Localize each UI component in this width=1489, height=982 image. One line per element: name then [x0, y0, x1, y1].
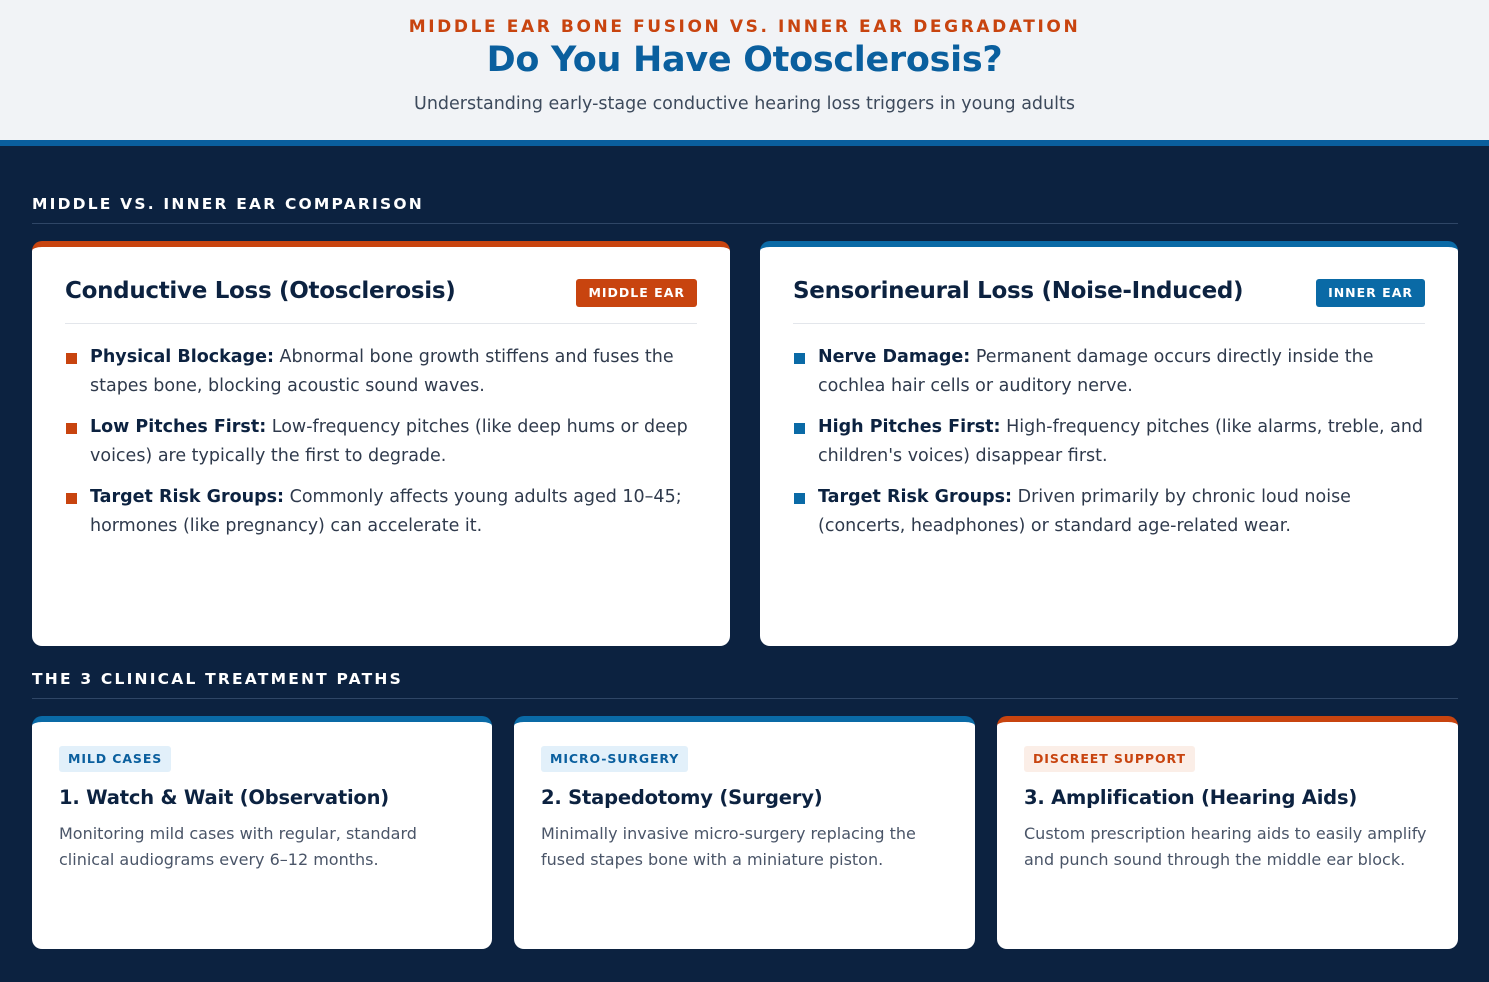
sensorineural-loss-card: [760, 241, 1458, 646]
square-bullet-icon: [66, 493, 77, 504]
treatment-section-label: THE 3 CLINICAL TREATMENT PATHS: [32, 670, 1458, 699]
treatment-card-hearing-aids: [997, 716, 1458, 949]
treatment-title: 2. Stapedotomy (Surgery): [541, 786, 823, 809]
treatment-description: Minimally invasive micro-surgery replacing the fused stapes bone with a miniature piston.: [541, 824, 916, 869]
point-label: Physical Blockage:: [90, 347, 274, 367]
header-eyebrow: MIDDLE EAR BONE FUSION VS. INNER EAR DEGRADATION: [408, 17, 1081, 37]
point-label: Low Pitches First:: [90, 417, 267, 437]
card-divider: [65, 323, 697, 324]
square-bullet-icon: [794, 423, 805, 434]
point-text: Low-frequency pitches (like deep hums or deep voices) are typically the first to degrade.: [90, 417, 688, 466]
point-text: Abnormal bone growth stiffens and fuses the stapes bone, blocking acoustic sound waves.: [90, 347, 674, 396]
list-item: [65, 343, 700, 401]
square-bullet-icon: [794, 353, 805, 364]
list-item: [65, 483, 700, 541]
conductive-card-title: Conductive Loss (Otosclerosis): [65, 278, 456, 304]
treatment-card-surgery: [514, 716, 975, 949]
point-text: Commonly affects young adults aged 10–45; hormones (like pregnancy) can accelerate it.: [90, 487, 682, 536]
treatment-tag: MILD CASES: [59, 746, 171, 772]
treatment-card-observation: [32, 716, 492, 949]
list-item: [793, 413, 1428, 471]
point-label: Target Risk Groups:: [90, 487, 285, 507]
point-text: Driven primarily by chronic loud noise (concerts, headphones) or standard age-related wear.: [818, 487, 1351, 536]
list-item: [65, 413, 700, 471]
conductive-points-list: [65, 343, 700, 553]
treatment-description: Custom prescription hearing aids to easily amplify and punch sound through the middle ear block.: [1024, 824, 1427, 869]
point-label: High Pitches First:: [818, 417, 1001, 437]
treatment-title: 1. Watch & Wait (Observation): [59, 786, 390, 809]
square-bullet-icon: [66, 423, 77, 434]
sensorineural-card-title: Sensorineural Loss (Noise-Induced): [793, 278, 1244, 304]
inner-ear-badge: INNER EAR: [1316, 279, 1425, 307]
square-bullet-icon: [66, 353, 77, 364]
middle-ear-badge: MIDDLE EAR: [576, 279, 697, 307]
comparison-section-label: MIDDLE VS. INNER EAR COMPARISON: [32, 195, 1458, 224]
point-text: Permanent damage occurs directly inside the cochlea hair cells or auditory nerve.: [818, 347, 1374, 396]
point-text: High-frequency pitches (like alarms, treble, and children's voices) disappear first.: [818, 417, 1424, 466]
conductive-loss-card: [32, 241, 730, 646]
page-subtitle: Understanding early-stage conductive hearing loss triggers in young adults: [414, 94, 1075, 114]
card-divider: [793, 323, 1425, 324]
list-item: [793, 483, 1428, 541]
list-item: [793, 343, 1428, 401]
treatment-title: 3. Amplification (Hearing Aids): [1024, 786, 1358, 809]
point-label: Target Risk Groups:: [818, 487, 1013, 507]
square-bullet-icon: [794, 493, 805, 504]
page-title: Do You Have Otosclerosis?: [486, 40, 1003, 80]
point-label: Nerve Damage:: [818, 347, 971, 367]
page-header: [0, 0, 1489, 146]
sensorineural-points-list: [793, 343, 1428, 553]
treatment-tag: DISCREET SUPPORT: [1024, 746, 1195, 772]
treatment-description: Monitoring mild cases with regular, standard clinical audiograms every 6–12 months.: [59, 824, 417, 869]
treatment-tag: MICRO-SURGERY: [541, 746, 688, 772]
